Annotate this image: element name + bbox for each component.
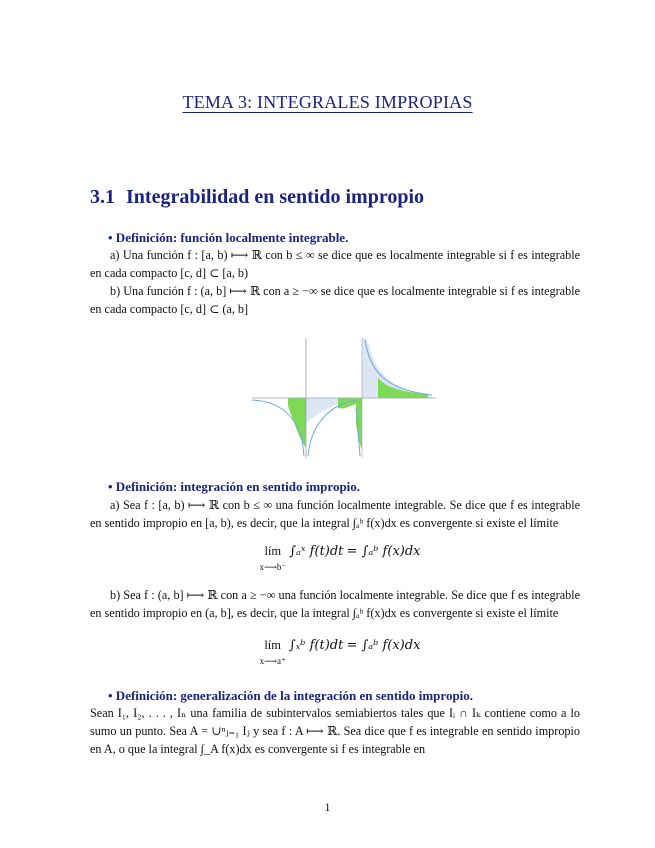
def2-part-a: a) Sea f : [a, b) ⟼ ℝ con b ≤ ∞ una función localmente integrable. Se dice que f es integrable en sentido impropio en [a, b), es decir, que la integral ∫ₐᵇ f(x)dx es convergente si existe el límite xyxy=(90,498,580,530)
def2-heading: • Definición: integración en sentido impropio. xyxy=(108,479,361,494)
def1-part-a: a) Una función f : [a, b) ⟼ ℝ con b ≤ ∞ se dice que es localmente integrable si f es integrable en cada compacto [c, d] ⊂ [a, b) xyxy=(90,248,580,280)
formula-a-left: ∫ₐˣ f(t)dt xyxy=(289,544,344,559)
formula-a-right: = ∫ₐᵇ f(x)dx xyxy=(346,544,421,559)
page-number: 1 xyxy=(324,800,331,814)
def2-part-b: b) Sea f : (a, b] ⟼ ℝ con a ≥ −∞ una función localmente integrable. Se dice que f es integrable en sentido impropio en (a, b], es decir, que la integral ∫ₐᵇ f(x)dx es convergente si existe el límite xyxy=(90,588,580,620)
page-title: TEMA 3: INTEGRALES IMPROPIAS xyxy=(182,92,473,112)
section-number: 3.1 xyxy=(90,186,115,208)
section-title: Integrabilidad en sentido impropio xyxy=(126,186,425,208)
formula-a xyxy=(250,544,430,574)
def3-text: Sean I₁, I₂, . . . , Iₙ una familia de subintervalos semiabiertos tales que Iᵢ ∩ Iₖ contiene como a lo sumo un punto. Sea A = ∪ⁿⱼ₌₁ Iⱼ y sea f : A ⟼ ℝ. Sea dice que f es integrable en sentido impropio en A, o que la integral ∫_A f(x)dx es convergente si f es integrable en xyxy=(90,706,580,756)
figure-green-area-left xyxy=(288,398,306,448)
figure-blue-area-right xyxy=(362,338,432,398)
formula-a-lim: lím xyxy=(264,544,282,558)
improper-integral-figure xyxy=(252,338,436,458)
def1-part-b: b) Una función f : (a, b] ⟼ ℝ con a ≥ −∞ se dice que es localmente integrable si f es integrable en cada compacto [c, d] ⊂ (a, b] xyxy=(90,284,580,316)
formula-b-right: = ∫ₐᵇ f(x)dx xyxy=(346,638,421,653)
formula-b xyxy=(250,638,430,668)
figure-green-area-middle-a xyxy=(338,398,356,409)
def3-heading: • Definición: generalización de la integración en sentido impropio. xyxy=(108,688,474,703)
formula-b-lim: lím xyxy=(264,638,281,652)
section-heading xyxy=(90,186,424,209)
def1-heading: • Definición: función localmente integrable. xyxy=(108,230,349,245)
formula-b-sub: x⟶a⁺ xyxy=(259,656,286,666)
formula-b-left: ∫ₓᵇ f(t)dt xyxy=(288,638,344,653)
formula-a-sub: x⟶b⁻ xyxy=(259,562,287,572)
